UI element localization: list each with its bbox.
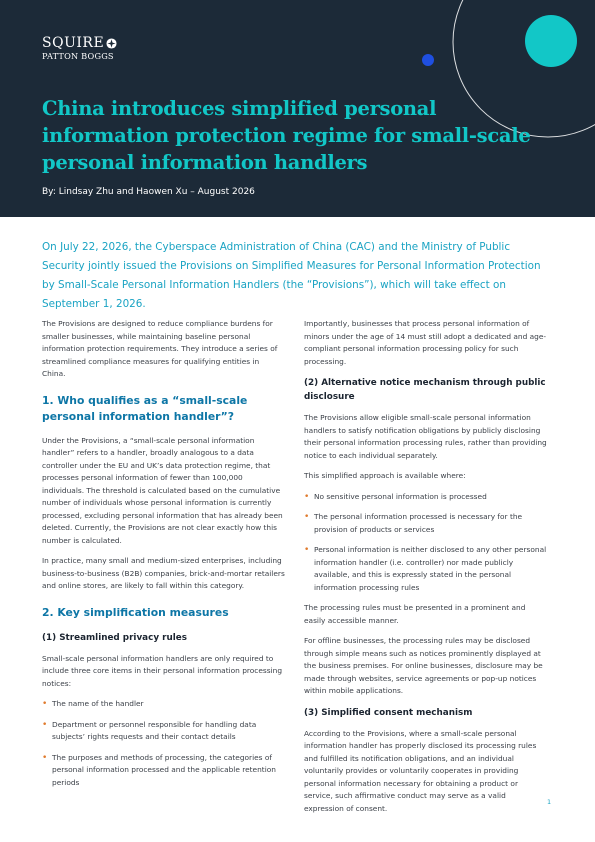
bullet-list: [42, 698, 285, 789]
list-item: [42, 719, 285, 744]
intro-paragraph: On July 22, 2026, the Cyberspace Administration of China (CAC) and the Ministry of Public Security jointly issued the Provisions on Simplified Measures for Personal Information Protection by Small-Scale Personal Information Handlers (the “Provisions”), which will take effect on September 1, 2026.: [42, 241, 541, 310]
bullet-icon: •: [304, 491, 310, 502]
bullet-list: [304, 491, 547, 595]
list-item: [304, 511, 547, 536]
header-banner: [0, 0, 595, 217]
section-heading: 1. Who qualifies as a “small-scale personal information handler”?: [42, 393, 248, 423]
bullet-icon: •: [42, 699, 48, 709]
list-item: [42, 752, 285, 790]
paragraph: This simplified approach is available where:: [304, 471, 466, 480]
paragraph: The Provisions allow eligible small-scale personal information handlers to satisfy notification obligations by publicly disclosing their personal information processing rules, rather than providing notice to each individual separately.: [304, 413, 547, 460]
blue-dot: [422, 54, 434, 66]
subsection-heading: (1) Streamlined privacy rules: [42, 632, 187, 643]
section-heading: 2. Key simplification measures: [42, 605, 229, 619]
bullet-icon: •: [304, 545, 310, 555]
list-item-text: Department or personnel responsible for handling data subjects’ rights requests and their contact details: [52, 719, 257, 741]
list-item: [42, 698, 285, 711]
paragraph: For offline businesses, the processing rules may be disclosed through simple means such as notices prominently displayed at the business premises. For online businesses, disclosure may be made through websites, service agreements or pop-up notices within mobile applications.: [304, 636, 543, 695]
paragraph: According to the Provisions, where a small-scale personal information handler has properly disclosed its processing rules and fulfilled its notification obligations, and an individual voluntarily provides or voluntarily cooperates in providing personal information necessary for obtaining a product or service, such affirmative conduct may serve as a valid expression of consent.: [304, 728, 537, 813]
paragraph: The processing rules must be presented in a prominent and easily accessible manner.: [304, 603, 526, 625]
list-item-text: Personal information is neither disclosed to any other personal information handler (i.e. controller) nor made publicly available, and this is expressly stated in the personal information processing rules: [314, 545, 547, 592]
bullet-icon: •: [42, 719, 48, 730]
page-number: 1: [547, 798, 552, 806]
brand-logo: [42, 36, 117, 62]
brand-line2: PATTON BOGGS: [42, 51, 114, 61]
compass-logo-icon: [106, 38, 117, 49]
subsection-heading: (3) Simplified consent mechanism: [304, 707, 473, 718]
byline: By: Lindsay Zhu and Haowen Xu – August 2026: [42, 187, 255, 197]
brand-line1: SQUIRE: [42, 35, 105, 51]
paragraph: In practice, many small and medium-sized enterprises, including business-to-business (B2B) companies, brick-and-mortar retailers and online stores, are likely to fall within this category.: [42, 556, 285, 590]
bullet-icon: •: [42, 752, 48, 763]
left-column: [42, 318, 285, 797]
paragraph: Under the Provisions, a “small-scale personal information handler” refers to a handler, broadly analogous to a data controller under the EU and UK’s data protection regime, that processes personal information of fewer than 100,000 individuals. The threshold is calculated based on the cumulative number of individuals whose personal information is currently processed, excluding personal information that has already been deleted. Currently, the Provisions are not clear exactly how this number is calculated.: [42, 435, 283, 545]
list-item-text: The personal information processed is necessary for the provision of products or services: [314, 512, 523, 534]
teal-circle: [525, 15, 577, 67]
subsection-heading: (2) Alternative notice mechanism through public disclosure: [304, 378, 546, 402]
list-item: [304, 491, 547, 504]
paragraph: The Provisions are designed to reduce compliance burdens for smaller businesses, while maintaining baseline personal information protection requirements. They introduce a series of streamlined compliance measures for qualifying entities in China.: [42, 319, 278, 378]
page-title: China introduces simplified personal information protection regime for small-scale personal information handlers: [42, 97, 531, 174]
list-item-text: The name of the handler: [52, 699, 144, 708]
list-item-text: No sensitive personal information is processed: [314, 491, 487, 501]
list-item-text: The purposes and methods of processing, the categories of personal information processed and the applicable retention periods: [52, 752, 276, 787]
paragraph: Small-scale personal information handlers are only required to include three core items in their personal information processing notices:: [42, 653, 283, 688]
bullet-icon: •: [304, 512, 310, 522]
right-column: [304, 318, 547, 823]
paragraph: Importantly, businesses that process personal information of minors under the age of 14 must still adopt a dedicated and age-compliant personal information processing policy for such processing.: [304, 319, 547, 366]
list-item: [304, 544, 547, 594]
